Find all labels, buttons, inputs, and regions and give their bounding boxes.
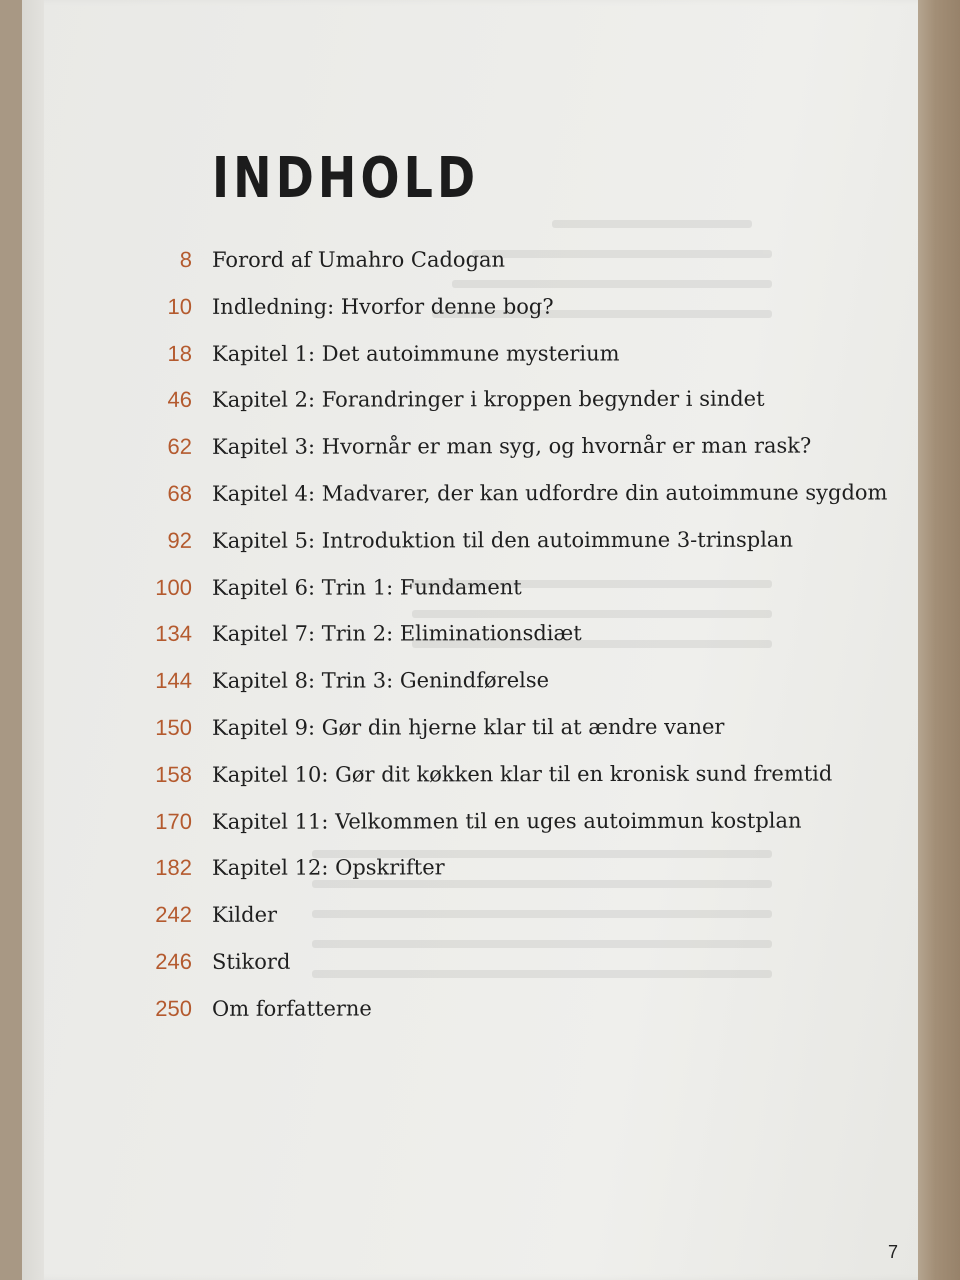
toc-entry bbox=[132, 426, 912, 468]
toc-entry-title: Kapitel 8: Trin 3: Genindførelse bbox=[211, 668, 550, 694]
toc-entry-title: Stikord bbox=[211, 949, 291, 974]
toc-entry bbox=[132, 333, 912, 374]
toc-page-number: 68 bbox=[167, 480, 193, 506]
toc-page-number: 10 bbox=[167, 293, 193, 319]
toc-entry-title: Kapitel 2: Forandringer i kroppen begynder i sindet bbox=[211, 387, 765, 413]
toc-page-number: 62 bbox=[167, 434, 193, 460]
toc-page-number: 100 bbox=[155, 574, 193, 600]
toc-entry bbox=[132, 847, 912, 889]
toc-entry bbox=[132, 940, 912, 982]
toc-entry-title: Kilder bbox=[211, 902, 278, 928]
toc-entry bbox=[132, 706, 912, 748]
toc-page-number: 134 bbox=[155, 621, 193, 647]
toc-entry bbox=[132, 613, 912, 655]
toc-entry-title: Kapitel 1: Det autoimmune mysterium bbox=[211, 341, 620, 366]
page-title: INDHOLD bbox=[212, 146, 480, 211]
toc-entry-title: Kapitel 4: Madvarer, der kan udfordre din autoimmune sygdom bbox=[211, 480, 888, 506]
toc-entry bbox=[132, 753, 912, 795]
toc-entry-title: Kapitel 9: Gør din hjerne klar til at ændre vaner bbox=[211, 714, 725, 740]
toc-entry-title: Kapitel 12: Opskrifter bbox=[211, 855, 445, 881]
toc-entry bbox=[132, 987, 912, 1029]
toc-entry-title: Kapitel 10: Gør dit køkken klar til en kronisk sund fremtid bbox=[211, 761, 833, 787]
toc-page-number: 170 bbox=[155, 808, 193, 834]
toc-entry bbox=[132, 239, 912, 280]
toc-page-number: 8 bbox=[179, 246, 193, 272]
toc-entry bbox=[132, 286, 912, 327]
table-surface-edge bbox=[918, 0, 960, 1280]
toc-page-number: 150 bbox=[155, 714, 193, 740]
toc-entry-title: Kapitel 6: Trin 1: Fundament bbox=[211, 574, 522, 600]
toc-page-number: 158 bbox=[155, 761, 193, 787]
toc-page-number: 242 bbox=[155, 902, 193, 928]
toc-entry-title: Kapitel 3: Hvornår er man syg, og hvornår er man rask? bbox=[211, 433, 812, 460]
toc-page-number: 182 bbox=[155, 855, 193, 881]
toc-page-number: 46 bbox=[167, 387, 193, 413]
toc-entry bbox=[132, 379, 912, 421]
toc-entry-title: Indledning: Hvorfor denne bog? bbox=[211, 294, 554, 319]
toc-entry-title: Kapitel 5: Introduktion til den autoimmune 3-trinsplan bbox=[211, 527, 793, 553]
toc-entry bbox=[132, 519, 912, 561]
toc-page-number: 144 bbox=[155, 668, 193, 694]
toc-page-number: 246 bbox=[155, 948, 193, 974]
toc-page-number: 18 bbox=[167, 340, 193, 366]
toc-page-number: 250 bbox=[155, 995, 193, 1021]
toc-entry-title: Kapitel 11: Velkommen til en uges autoimmun kostplan bbox=[211, 808, 802, 834]
toc-entry bbox=[132, 472, 912, 514]
toc-entry bbox=[132, 566, 912, 608]
toc-entry bbox=[132, 800, 912, 842]
page-number: 7 bbox=[888, 1242, 899, 1262]
toc-page-number: 92 bbox=[167, 527, 193, 553]
toc-entry-title: Forord af Umahro Cadogan bbox=[211, 247, 506, 272]
book-page bbox=[22, 0, 918, 1280]
toc-entry-title: Kapitel 7: Trin 2: Eliminationsdiæt bbox=[211, 621, 582, 647]
toc-entry bbox=[132, 894, 912, 936]
toc-entry bbox=[132, 660, 912, 702]
toc-entry-title: Om forfatterne bbox=[211, 996, 372, 1021]
page-gutter-shadow bbox=[22, 0, 44, 1280]
